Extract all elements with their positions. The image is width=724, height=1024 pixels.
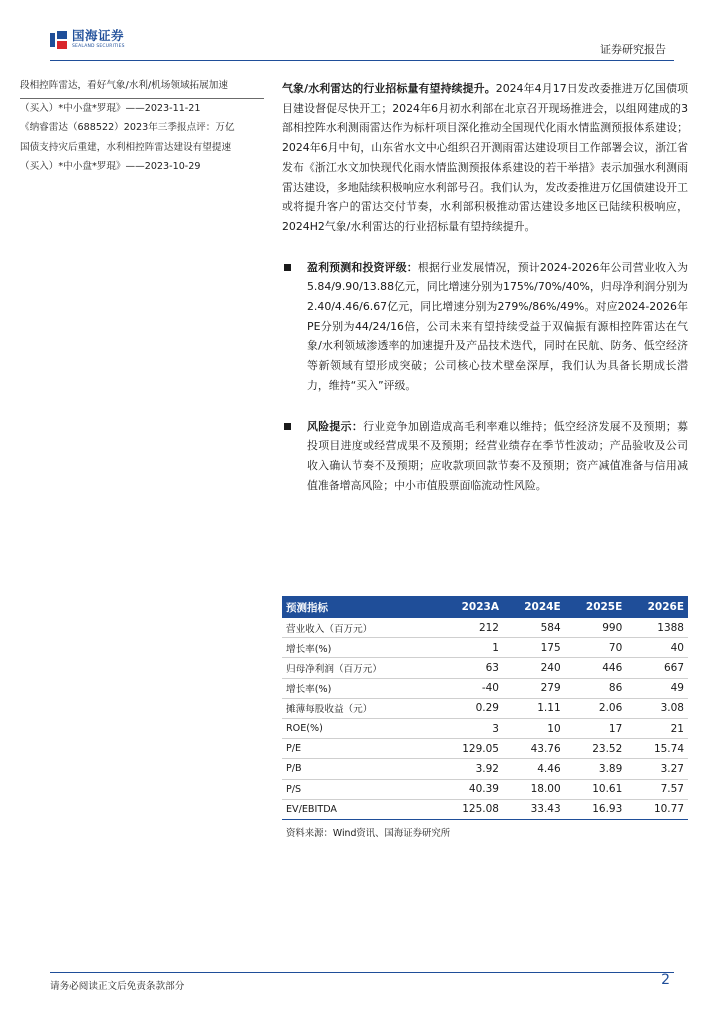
table-cell: 40.39	[440, 779, 503, 799]
table-cell: 10.61	[565, 779, 627, 799]
table-cell: 125.08	[440, 799, 503, 819]
table-row	[282, 739, 688, 759]
table-cell: 1.11	[503, 698, 565, 718]
table-row	[282, 779, 688, 799]
related-report-line: （买入）*中小盘*罗琨》——2023-10-29	[20, 161, 201, 173]
bullet-square-icon	[284, 264, 291, 271]
table-header-cell: 2023A	[440, 596, 503, 618]
table-cell: 33.43	[503, 799, 565, 819]
table-row	[282, 718, 688, 738]
table-header-row	[282, 596, 688, 618]
table-cell: 63	[440, 658, 503, 678]
table-header-cell: 预测指标	[282, 596, 440, 618]
table-row	[282, 658, 688, 678]
table-cell: 10	[503, 718, 565, 738]
table-cell: 1	[440, 638, 503, 658]
table-header-cell: 2024E	[503, 596, 565, 618]
table-cell: 21	[626, 718, 688, 738]
table-cell: 2.06	[565, 698, 627, 718]
earnings-forecast-text: 根据行业发展情况，预计2024-2026年公司营业收入为5.84/9.90/13.88亿元，同比增速分别为175%/70%/40%，归母净利润分别为2.40/4.46/6.67亿元，同比增速分别为279%/86%/49%。对应2024-2026年PE分别为44/24/16倍，公司未来有望持续受益于双偏振有源相控阵雷达在气象/水利领域渗透率的加速提升及产品技术迭代，同时在民航、防务、低空经济等新领域有望形成突破；公司核心技术壁垒深厚，我们认为具备长期成长潜力，维持“买入”评级。	[307, 260, 688, 392]
related-report-line: 《纳睿雷达（688522）2023年三季报点评：万亿	[20, 122, 235, 134]
table-cell: 17	[565, 718, 627, 738]
table-row	[282, 618, 688, 638]
risk-warning-heading: 风险提示：	[307, 419, 364, 433]
table-header-cell: 2026E	[626, 596, 688, 618]
table-row	[282, 698, 688, 718]
earnings-forecast-heading: 盈利预测和投资评级：	[307, 260, 418, 274]
table-cell: 10.77	[626, 799, 688, 819]
table-row	[282, 759, 688, 779]
table-header-cell: 2025E	[565, 596, 627, 618]
table-cell: 212	[440, 618, 503, 638]
table-cell: 240	[503, 658, 565, 678]
table-cell: 667	[626, 658, 688, 678]
table-cell: P/S	[282, 779, 440, 799]
table-cell: 18.00	[503, 779, 565, 799]
logo-name-en: SEALAND SECURITIES	[72, 43, 125, 49]
table-cell: 446	[565, 658, 627, 678]
table-cell: 86	[565, 678, 627, 698]
related-reports-sidebar	[20, 76, 264, 177]
related-report-line: 国债支持灾后重建，水利相控阵雷达建设有望提速	[20, 141, 232, 153]
page-number: 2	[661, 972, 670, 988]
table-cell: 营业收入（百万元）	[282, 618, 440, 638]
logo-name-cn: 国海证券	[72, 28, 125, 43]
table-row	[282, 799, 688, 819]
forecast-table	[282, 596, 688, 820]
bullet-square-icon	[284, 423, 291, 430]
related-report-line: 段相控阵雷达，看好气象/水利/机场领域拓展加速	[20, 80, 228, 91]
earnings-forecast-block	[282, 258, 688, 396]
table-cell: 3.89	[565, 759, 627, 779]
table-cell: 7.57	[626, 779, 688, 799]
table-cell: 175	[503, 638, 565, 658]
risk-warning-text: 行业竞争加剧造成高毛利率难以维持；低空经济发展不及预期；募投项目进度或经营成果不及预期；经营业绩存在季节性波动；产品验收及公司收入确认节奏不及预期；应收款项回款节奏不及预期；资产减值准备与信用减值准备增高风险；中小市值股票面临流动性风险。	[307, 419, 688, 492]
table-cell: 归母净利润（百万元）	[282, 658, 440, 678]
table-source-note: 资料来源：Wind资讯、国海证券研究所	[286, 827, 451, 839]
table-cell: 584	[503, 618, 565, 638]
industry-outlook-paragraph	[282, 79, 688, 237]
table-cell: 16.93	[565, 799, 627, 819]
table-cell: ROE(%)	[282, 718, 440, 738]
table-row	[282, 678, 688, 698]
table-cell: 43.76	[503, 739, 565, 759]
main-body	[282, 79, 688, 495]
report-type-title: 证券研究报告	[600, 43, 666, 56]
table-cell: 3.92	[440, 759, 503, 779]
table-cell: 0.29	[440, 698, 503, 718]
disclaimer-note: 请务必阅读正文后免责条款部分	[50, 981, 185, 992]
table-cell: 40	[626, 638, 688, 658]
table-cell: P/B	[282, 759, 440, 779]
table-cell: 279	[503, 678, 565, 698]
table-cell: 1388	[626, 618, 688, 638]
table-cell: 49	[626, 678, 688, 698]
industry-outlook-heading: 气象/水利雷达的行业招标量有望持续提升。	[282, 82, 496, 95]
table-cell: 增长率(%)	[282, 638, 440, 658]
table-cell: 990	[565, 618, 627, 638]
header-divider	[50, 60, 674, 61]
table-cell: 70	[565, 638, 627, 658]
risk-warning-block	[282, 417, 688, 496]
company-logo	[50, 30, 125, 49]
table-cell: 摊薄每股收益（元）	[282, 698, 440, 718]
table-cell: -40	[440, 678, 503, 698]
table-cell: 129.05	[440, 739, 503, 759]
table-cell: EV/EBITDA	[282, 799, 440, 819]
table-cell: 23.52	[565, 739, 627, 759]
table-cell: 3.27	[626, 759, 688, 779]
table-row	[282, 638, 688, 658]
table-cell: 增长率(%)	[282, 678, 440, 698]
table-cell: 4.46	[503, 759, 565, 779]
industry-outlook-text: 2024年4月17日发改委推进万亿国债项目建设督促尽快开工；2024年6月初水利部在北京召开现场推进会，以组网建成的3部相控阵水利测雨雷达作为标杆项目深化推动全国现代化雨水情监测预报体系建设；2024年6月中旬，山东省水文中心组织召开测雨雷达建设项目工作部署会议，浙江省发布《浙江水文加快现代化雨水情监测预报体系建设的若干举措》表示加强水利测雨雷达建设，多地陆续积极响应水利部号召。我们认为，发改委推进万亿国债建设开工或将提升客户的雷达交付节奏，水利部积极推动雷达建设多地区已陆续积极响应，2024H2气象/水利雷达的行业招标量有望持续提升。	[282, 82, 688, 233]
related-report-line: （买入）*中小盘*罗琨》——2023-11-21	[20, 102, 201, 114]
table-cell: 3.08	[626, 698, 688, 718]
table-cell: P/E	[282, 739, 440, 759]
table-cell: 15.74	[626, 739, 688, 759]
table-cell: 3	[440, 718, 503, 738]
footer-divider	[50, 972, 674, 973]
forecast-table-section	[282, 596, 688, 839]
logo-mark-icon	[50, 31, 68, 49]
